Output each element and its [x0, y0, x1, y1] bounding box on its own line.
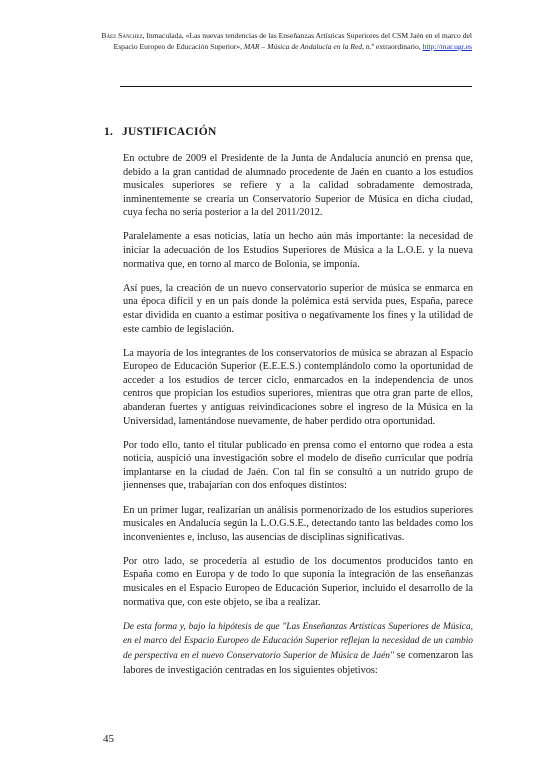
hypothesis-quote: De esta forma y, bajo la hipótesis de que "Las Enseñanzas Artísticas Superiores de Música, en el marco del Espacio Europeo de Educación Superior reflejan la necesidad de un cambio de perspectiva en el nuevo Conservatorio Superior de Música de Jaén" — [123, 621, 473, 661]
paragraph-3: Así pues, la creación de un nuevo conservatorio superior de música se enmarca en una época difícil y en un país donde la polémica está servida pues, España, parece estar dividida en cuanto a estimar positiva o negativamente los fines y la utilidad de este cambio de legislación. — [123, 282, 473, 335]
header-url-link[interactable]: http://mar.ugr.es — [422, 42, 472, 51]
body-text — [123, 152, 473, 688]
section-heading — [104, 126, 217, 138]
paragraph-2: Paralelamente a esas noticias, latía un hecho aún más importante: la necesidad de iniciar la adecuación de los Estudios Superiores de Música a la L.O.E. y la nueva normativa que, en torno al marco de Bolonia, se imponía. — [123, 231, 473, 270]
header-rule — [120, 86, 472, 87]
header-issue: , n.º extraordinario, — [362, 42, 423, 51]
paragraph-8-rest: se comenzaron las labores de investigación centradas en los siguientes objetivos: — [123, 649, 473, 676]
running-header — [100, 30, 472, 52]
section-number: 1. — [104, 126, 114, 138]
paragraph-1: En octubre de 2009 el Presidente de la Junta de Andalucía anunció en prensa que, debido a la gran cantidad de alumnado procedente de Jaén en cuanto a los estudios musicales superiores se refiere y a la calidad sobradamente demostrada, inminentemente se crearía un Conservatorio Superior de Música en dicha ciudad, cuya fecha no sería posterior a la del 2011/2012. — [123, 153, 473, 219]
paragraph-7: Por otro lado, se procedería al estudio de los documentos producidos tanto en España como en Europa y de todo lo que suponía la integración de las enseñanzas musicales en el Espacio Europeo de Educación Superior, incluido el desarrollo de la normativa que, con este objeto, se iba a realizar. — [123, 555, 473, 608]
header-author-surname: Báez Sánchez — [101, 31, 143, 40]
page-number: 45 — [103, 733, 114, 745]
paragraph-8 — [123, 620, 473, 677]
paragraph-4: La mayoría de los integrantes de los conservatorios de música se abrazan al Espacio Europeo de Educación Superior (E.E.E.S.) contemplándolo como la oportunidad de acceder a los estudios de tercer ciclo, enmarcados en la independencia de unos centros que propician los estudios superiores, mientras que otra gran parte de ellos, abanderan fuertes y antiguas reivindicaciones sobre el ingreso de la Música en la Universidad, lamentándose nuevamente, de haber perdido otra oportunidad. — [123, 347, 473, 427]
paragraph-5: Por todo ello, tanto el titular publicado en prensa como el entorno que rodea a esta noticia, auspició una investigación sobre el modelo de diseño curricular que podría implantarse en la ciudad de Jaén. Con tal fin se consultó a un nutrido grupo de jiennenses que, trabajarían con dos enfoques distintos: — [123, 439, 473, 492]
paragraph-6: En un primer lugar, realizarían un análisis pormenorizado de los estudios superiores musicales en Andalucía según la L.O.G.S.E., detectando tanto las beldades como los inconvenientes e, incluso, las ausencias de disciplinas significativas. — [123, 504, 473, 543]
header-journal: MAR – Música de Andalucía en la Red — [243, 42, 363, 51]
header-citation: , Inmaculada, «Las nuevas tendencias de las Enseñanzas Artísticas Superiores del CSM Jaén en el marco del Espacio Europeo de Educación Superior», — [113, 31, 472, 51]
section-title: JUSTIFICACIÓN — [122, 126, 217, 138]
